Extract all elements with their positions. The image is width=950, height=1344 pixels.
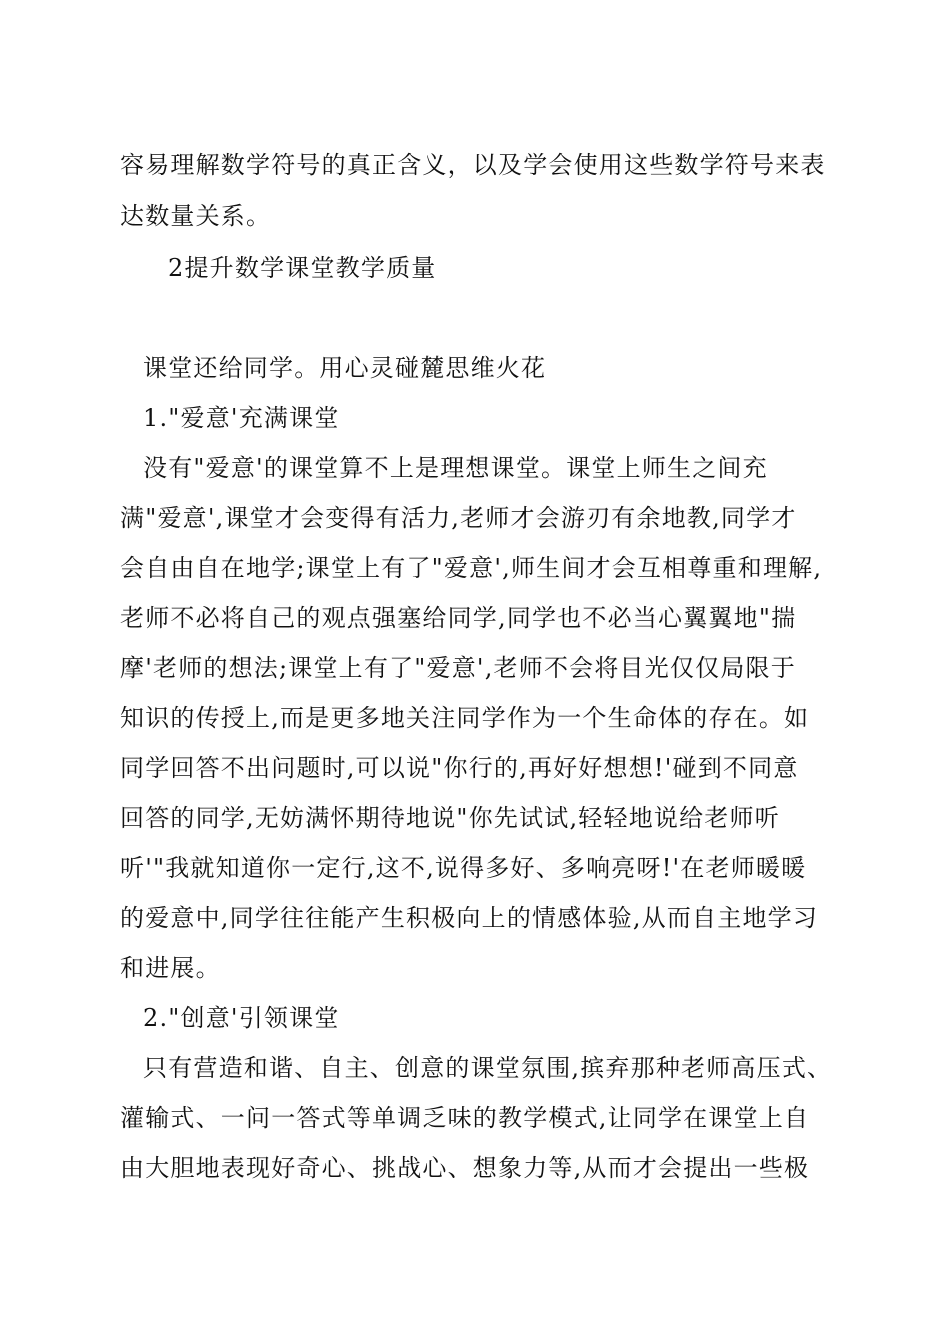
text-line: 的爱意中,同学往往能产生积极向上的情感体验,从而自主地学习	[120, 904, 819, 932]
text-line: 回答的同学,无妨满怀期待地说"你先试试,轻轻地说给老师听	[120, 804, 780, 832]
text-line: 达数量关系。	[120, 202, 272, 230]
subheading: 2."创意'引领课堂	[143, 1004, 340, 1032]
text-line: 灌输式、一问一答式等单调乏味的教学模式,让同学在课堂上自	[120, 1104, 810, 1132]
text-line: 容易理解数学符号的真正含义，以及学会使用这些数学符号来表	[120, 151, 826, 179]
text-line: 和进展。	[120, 954, 221, 982]
text-line: 没有"爱意'的课堂算不上是理想课堂。课堂上师生之间充	[143, 454, 768, 482]
text-line: 只有营造和谐、自主、创意的课堂氛围,摈弃那种老师高压式、	[143, 1054, 833, 1082]
text-line: 知识的传授上,而是更多地关注同学作为一个生命体的存在。如	[120, 704, 810, 732]
text-line: 摩'老师的想法;课堂上有了"爱意',老师不会将目光仅仅局限于	[120, 654, 796, 682]
text-line: 会自由自在地学;课堂上有了"爱意',师生间才会互相尊重和理解,	[120, 554, 823, 582]
text-line: 同学回答不出问题时,可以说"你行的,再好好想想!'碰到不同意	[120, 754, 799, 782]
text-line: 听'"我就知道你一定行,这不,说得多好、多响亮呀!'在老师暖暖	[120, 854, 807, 882]
text-line: 老师不必将自己的观点强塞给同学,同学也不必当心翼翼地"揣	[120, 604, 797, 632]
subheading: 1."爱意'充满课堂	[143, 404, 340, 432]
subheading: 课堂还给同学。用心灵碰麓思维火花	[143, 354, 547, 382]
text-line: 由大胆地表现好奇心、挑战心、想象力等,从而才会提出一些极	[120, 1154, 810, 1182]
section-heading: 2提升数学课堂教学质量	[168, 254, 437, 282]
text-line: 满"爱意',课堂才会变得有活力,老师才会游刃有余地教,同学才	[120, 504, 797, 532]
